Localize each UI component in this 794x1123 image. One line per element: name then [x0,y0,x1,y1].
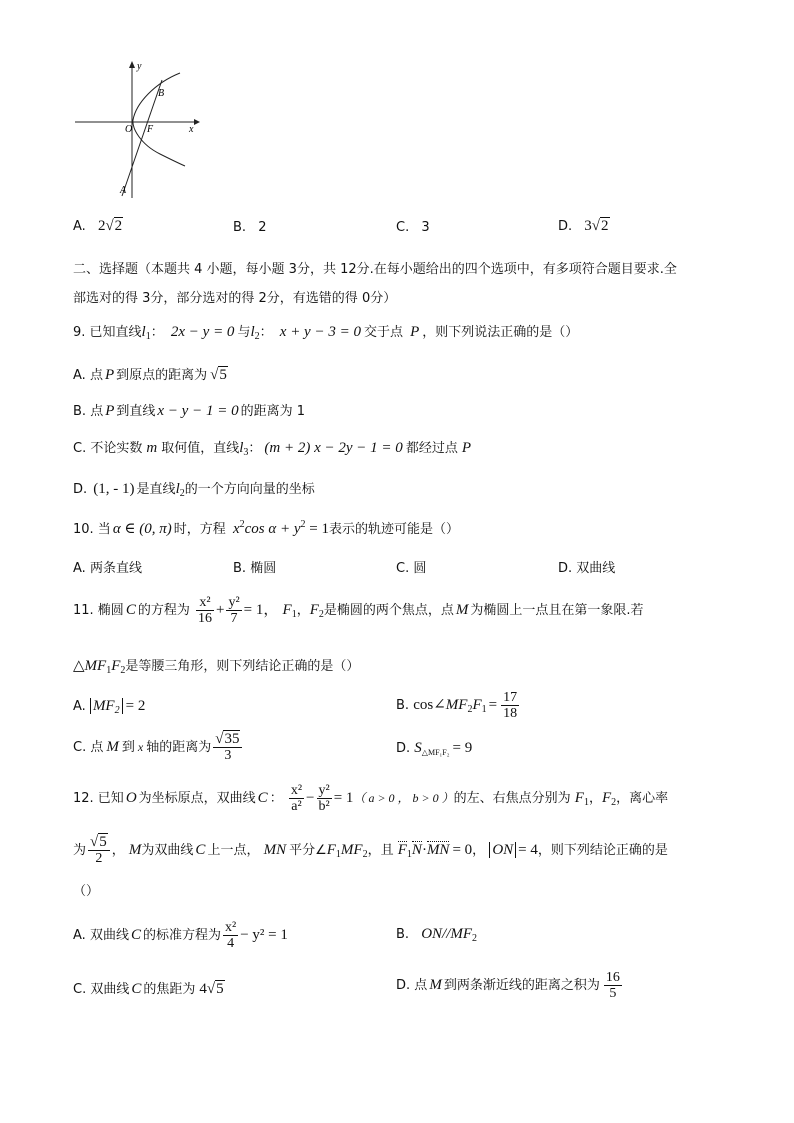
abs-value: ON [489,842,516,858]
fraction: $\frac{√5}{2}$ [88,835,110,866]
q11-stem-line1: 11. 椭圆 C 的方程为 $\frac{\text{x²}}{16}$ + $\frac{\text{y²}}{7}$ = 1， $F_1$，$F_2$是椭圆的两个焦点，点 M 为椭圆上一点且在第一象限.若 [73,595,644,626]
coef: 3 [584,218,592,234]
abs-value: $MF_2$ [90,698,123,714]
fraction: $\frac{\text{y²}}{7}$ [228,595,240,626]
parabola-curve [133,73,185,166]
fraction: $\frac{16}{5}$ [605,970,620,1001]
q12-option-b[interactable]: B. $ON//MF_2$ [396,926,478,944]
q11-option-a[interactable]: A. $MF_2 = 2$ [73,698,146,716]
q9-option-c[interactable]: C. 不论实数 m 取何值，直线$l_3$： (m + 2) x − 2y − 1 = 0 都经过点 P [73,440,471,458]
q11-option-b[interactable]: B. $\cos\angle MF_2F_1$ = $\frac{17}{18}$ [396,690,518,721]
sqrt: √5 [210,367,227,383]
fraction: $\frac{\text{x²}}{4}$ [224,920,237,951]
option-value: 2 [258,220,267,235]
q9-option-a[interactable]: A. 点 P 到原点的距离为 √5 [73,367,227,383]
fraction: $\frac{\text{x²}}{\text{a²}}$ [290,783,303,814]
q12-stem-line2: 为 $\frac{√5}{2}$ ， M为双曲线 C 上一点， MN 平分$\angle F_1MF_2$，且 $F_1N\cdot MN = 0$， ON = 4，则下列结论正确的是 [73,834,668,866]
coef: 2 [97,218,106,234]
q8-option-d[interactable] [558,218,610,235]
fraction: $\frac{17}{18}$ [503,690,518,721]
q8-option-a[interactable] [73,218,123,235]
fraction: $\frac{\text{y²}}{\text{b²}}$ [318,783,330,814]
fraction: $\frac{\text{x²}}{16}$ [197,595,212,626]
q12-stem-line1: 12. 已知 O 为坐标原点，双曲线 C ： $\frac{\text{x²}}{\text{a²}}$ − $\frac{\text{y²}}{\text{b²}}$ = 1（ a > 0 ， b > 0 ）的左、右焦点分别为 $F_1$，$F_2$，离心率 [73,783,669,814]
q12-option-d[interactable]: D. 点 M 到两条渐近线的距离之积为 $\frac{16}{5}$ [396,970,620,1001]
sqrt: √2 [591,218,609,234]
sqrt: √2 [105,218,123,234]
sqrt: √5 [206,981,224,997]
q12-option-a[interactable]: A. 双曲线 C 的标准方程为 $\frac{\text{x²}}{4}$ − y² = 1 [73,920,288,951]
y-axis-arrow [129,61,135,68]
label-y: y [137,61,142,72]
q10-option-c[interactable]: C. 圆 [396,561,427,576]
line-AB [122,80,165,196]
option-label: A. [73,219,86,234]
q9-stem: 9. 已知直线$l_1$： 2x − y = 0 与$l_2$： x + y − 3 = 0 交于点 P ，则下列说法正确的是（） [73,324,579,342]
label-A: A [120,185,127,196]
q8-option-b[interactable] [233,220,266,235]
option-label: B. [233,220,247,235]
option-value: 3 [421,220,430,235]
q11-option-c[interactable]: C. 点 M 到 x 轴的距离为 $\frac{√35}{3}$ [73,732,244,763]
q10-option-b[interactable]: B. 椭圆 [233,561,277,576]
q12-stem-line3: （） [73,884,100,899]
label-B: B [158,88,165,99]
label-x: x [189,124,194,135]
label-F: F [147,124,154,135]
option-label: C. [396,220,410,235]
q11-option-d[interactable]: D. $S_{\triangle MF_1F_2} = 9$ [396,740,473,757]
q9-option-b[interactable]: B. 点 P 到直线 x − y − 1 = 0 的距离为 1 [73,403,305,419]
coordinate-figure [70,58,200,200]
section-heading-line2: 部选对的得 3分，部分选对的得 2分，有选错的得 0分） [73,291,397,306]
q10-stem: 10. 当 α ∈ (0, π) 时，方程 $x^2\cos$ $\alpha + y^2 = 1$表示的轨迹可能是（） [73,519,460,537]
q8-option-c[interactable] [396,220,430,235]
q10-option-d[interactable]: D. 双曲线 [558,561,616,576]
x-axis-arrow [194,119,200,125]
q10-option-a[interactable]: A. 两条直线 [73,561,142,576]
q11-stem-line2: $\triangle MF_1F_2$是等腰三角形，则下列结论正确的是（） [73,658,360,676]
fraction: $\frac{√35}{3}$ [213,732,242,763]
section-heading-line1: 二、选择题（本题共 4 小题，每小题 3分，共 12分.在每小题给出的四个选项中，有多项符合题目要求.全 [73,262,677,277]
option-label: D. [558,219,573,234]
q12-option-c[interactable]: C. 双曲线 C 的焦距为 4√5 [73,981,224,997]
label-O: O [125,124,133,135]
q9-option-d[interactable]: D. (1, - 1) 是直线$l_2$的一个方向向量的坐标 [73,481,315,499]
